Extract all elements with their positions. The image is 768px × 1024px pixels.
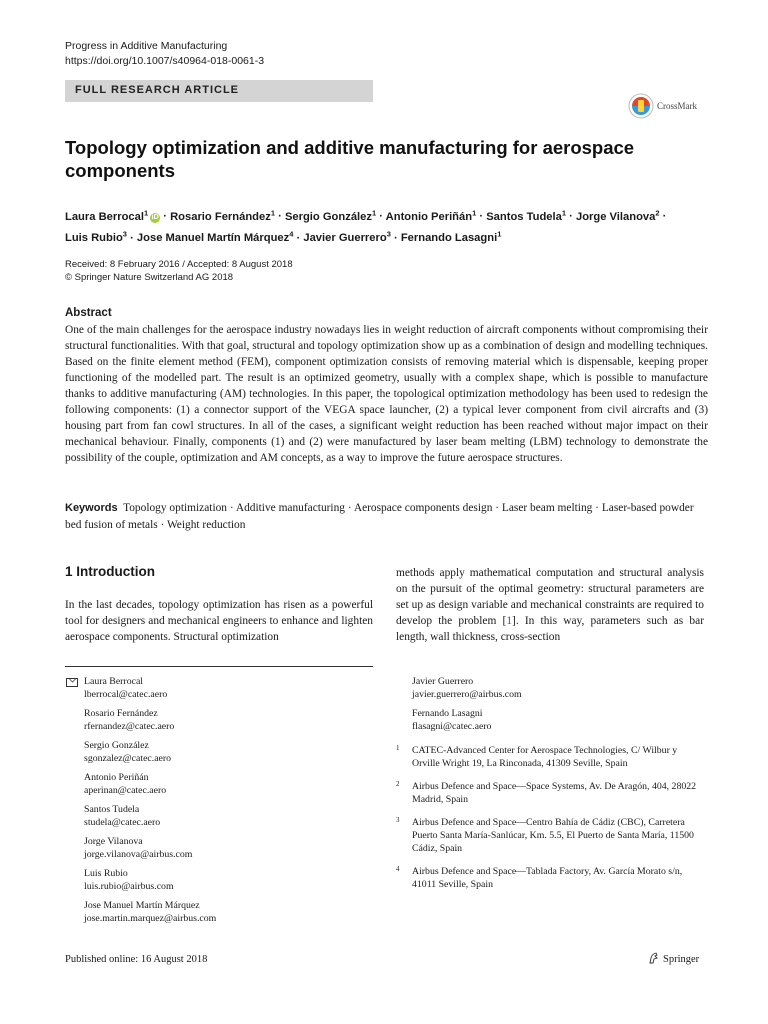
contact-name: Rosario Fernández (84, 708, 158, 719)
author-affiliation-number: 1 (371, 208, 377, 217)
author-name: Rosario Fernández (170, 210, 271, 223)
author (385, 208, 477, 223)
author-separator: · (566, 210, 576, 223)
author (284, 208, 377, 223)
contact-list-left (84, 676, 374, 932)
article-dates (65, 258, 293, 284)
contact-entry (412, 676, 712, 701)
article-type-label: FULL RESEARCH ARTICLE (75, 84, 239, 96)
contact-email[interactable]: studela@catec.aero (84, 816, 161, 828)
author-name: Jose Manuel Martín Márquez (136, 232, 290, 245)
author (170, 208, 275, 223)
keywords-text: Topology optimization · Additive manufacturing · Aerospace components design · Laser beam melting · Laser-based powder bed fusion of metals · Weight reduction (65, 502, 694, 531)
contact-name: Jorge Vilanova (84, 836, 143, 847)
intro-column-right (396, 565, 704, 645)
affiliation-entry (396, 780, 706, 806)
crossmark-icon (628, 93, 654, 119)
received-accepted-dates: Received: 8 February 2016 / Accepted: 8 August 2018 (65, 259, 293, 270)
author (136, 229, 294, 245)
abstract-heading: Abstract (65, 307, 112, 319)
contact-entry (84, 708, 374, 733)
affiliation-number: 1 (396, 744, 400, 752)
intro-text-part2: ]. In this way, parameters such as bar length, wall thickness, cross-section (396, 615, 704, 643)
article-type-banner (65, 80, 373, 102)
contact-name: Sergio González (84, 740, 149, 751)
intro-text-part1: methods apply mathematical computation and structural analysis on the pursuit of the optimal geometry: structural parameters are set up as design variable and mechanical constraints are required to develop the problem [ (396, 567, 704, 627)
contact-entry (84, 900, 374, 925)
author-separator: · (376, 210, 386, 223)
author (65, 229, 127, 245)
author-affiliation-number: 3 (122, 229, 127, 239)
author (575, 208, 660, 223)
contact-entry (84, 804, 374, 829)
author-name: Antonio Periñán (385, 210, 473, 223)
author-name: Santos Tudela (486, 210, 562, 223)
author-name: Sergio González (284, 210, 372, 223)
contact-name: Laura Berrocal (84, 676, 144, 687)
contact-email[interactable]: rfernandez@catec.aero (84, 720, 175, 732)
contact-email[interactable]: jorge.vilanova@airbus.com (84, 848, 193, 860)
author-affiliation-number: 3 (386, 229, 391, 239)
contact-list-right (412, 676, 712, 740)
crossmark-badge[interactable] (628, 93, 708, 121)
contact-entry (84, 836, 374, 861)
author-affiliation-number: 2 (655, 208, 660, 217)
author-name: Javier Guerrero (303, 232, 387, 245)
author-separator: · (476, 210, 487, 223)
contact-email[interactable]: sgonzalez@catec.aero (84, 752, 172, 764)
author-affiliation-number: 4 (289, 229, 294, 239)
author-affiliation-number: 1 (561, 208, 567, 217)
affiliation-entry (396, 744, 706, 770)
affiliation-number: 2 (396, 780, 400, 788)
author (486, 208, 567, 223)
affiliation-entry (396, 865, 706, 891)
affiliation-text: Airbus Defence and Space—Space Systems, Av. De Aragón, 404, 28022 Madrid, Spain (412, 781, 697, 805)
contact-name: Antonio Periñán (84, 772, 149, 783)
contact-email[interactable]: flasagni@catec.aero (412, 720, 492, 732)
author-separator: · (274, 210, 285, 223)
author-name: Laura Berrocal (65, 210, 144, 223)
author-name: Luis Rubio (65, 232, 123, 245)
affiliation-text: Airbus Defence and Space—Tablada Factory, Av. García Morato s/n, 41011 Seville, Spain (412, 866, 683, 890)
keywords-section (65, 500, 708, 533)
contact-email[interactable]: luis.rubio@airbus.com (84, 880, 174, 892)
contact-name: Jose Manuel Martín Márquez (84, 900, 200, 911)
publisher-name: Springer (663, 954, 700, 965)
author-affiliation-number: 1 (143, 208, 149, 217)
author-name: Jorge Vilanova (575, 210, 656, 223)
author-affiliation-number: 1 (270, 208, 275, 217)
journal-name: Progress in Additive Manufacturing (65, 40, 228, 52)
section-heading-introduction: 1 Introduction (65, 564, 155, 579)
contact-email[interactable]: lberrocal@catec.aero (84, 688, 168, 700)
contact-name: Javier Guerrero (412, 676, 474, 687)
affiliation-number: 3 (396, 816, 400, 824)
affiliation-entry (396, 816, 706, 855)
author-affiliation-number: 1 (472, 208, 477, 217)
author (400, 229, 502, 245)
author-separator: · (390, 232, 401, 245)
author-name: Fernando Lasagni (400, 232, 498, 245)
contact-name: Luis Rubio (84, 868, 128, 879)
affiliation-list (396, 744, 706, 901)
author-separator: · (659, 210, 667, 223)
paper-title: Topology optimization and additive manufacturing for aerospace components (65, 137, 635, 181)
contact-entry (84, 676, 374, 701)
affiliation-text: CATEC-Advanced Center for Aerospace Technologies, C/ Wilbur y Orville Wright 19, La Rinconada, 41309 Seville, Spain (412, 745, 678, 769)
springer-horse-icon (648, 952, 660, 964)
contact-entry (84, 772, 374, 797)
contact-email[interactable]: javier.guerrero@airbus.com (412, 688, 522, 700)
abstract-text: One of the main challenges for the aerospace industry nowadays lies in weight reduction of aircraft components without compromising their structural functionalities. With that goal, structural and topology optimization show up as a combination of design and modelling techniques. Based on the finite element method (FEM), component optimization consists of removing material which is dispensable, keeping proper functioning of the modelled part. The result is an optimized geometry, usually with a complex shape, which is possible to manufacture thanks to additive manufacturing (AM) technologies. In this paper, the topological optimization methodology has been used to redesign the following components: (1) a connector support of the VEGA space launcher, (2) a typical lever component from civil aircrafts and (3) housing part from fan cowl structures. In all of the cases, a significant weight reduction has been reached without major impact on their mechanical behaviour. Finally, components (1) and (2) were manufactured by laser beam melting (LBM) technology to demonstrate the possibility of the couple, optimization and AM concepts, as a way to improve the future aerospace structures. (65, 324, 708, 464)
author-list (65, 204, 725, 247)
contact-entry (84, 740, 374, 765)
published-date: Published online: 16 August 2018 (65, 954, 208, 965)
contact-name: Santos Tudela (84, 804, 140, 815)
crossmark-label: CrossMark (657, 101, 697, 111)
contact-entry (412, 708, 712, 733)
envelope-icon (66, 678, 78, 687)
keywords-label: Keywords (65, 502, 118, 514)
author-separator: · (293, 232, 304, 245)
affiliation-number: 4 (396, 865, 400, 873)
orcid-icon[interactable]: iD (151, 213, 159, 221)
author (65, 208, 160, 223)
citation-link[interactable]: 1 (506, 615, 513, 627)
affiliation-text: Airbus Defence and Space—Centro Bahía de Cádiz (CBC), Carretera Puerto Santa María-Sanlúcar, Km. 5.5, El Puerto de Santa María, 11500 Cádiz, Spain (412, 817, 694, 854)
author-affiliation-number: 1 (497, 229, 502, 239)
doi-link[interactable]: https://doi.org/10.1007/s40964-018-0061-3 (65, 55, 265, 67)
copyright-notice: © Springer Nature Switzerland AG 2018 (65, 272, 234, 283)
contact-email[interactable]: jose.martin.marquez@airbus.com (84, 912, 217, 924)
author (303, 229, 391, 245)
contact-name: Fernando Lasagni (412, 708, 483, 719)
author-separator: · (126, 232, 137, 245)
contact-entry (84, 868, 374, 893)
publisher-logo (648, 952, 699, 965)
intro-column-left: In the last decades, topology optimization has risen as a powerful tool for designers and mechanical engineers to enhance and lighten aerospace components. Structural optimization (65, 599, 373, 643)
contact-email[interactable]: aperinan@catec.aero (84, 784, 167, 796)
footnote-divider (65, 666, 373, 667)
author-separator: · (160, 210, 171, 223)
